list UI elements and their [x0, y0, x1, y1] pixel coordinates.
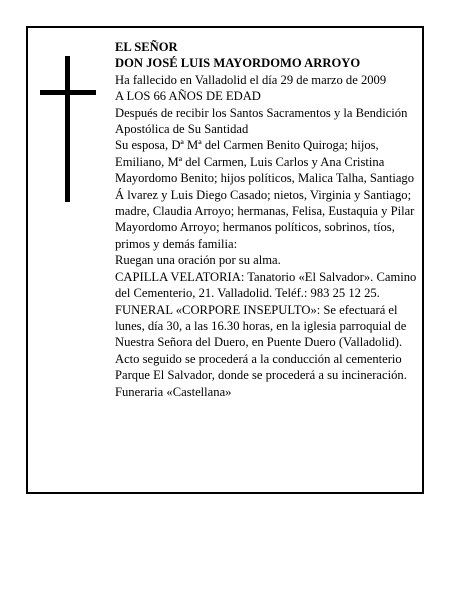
notice-heading: EL SEÑOR [115, 40, 178, 54]
cross-horizontal-bar [40, 90, 96, 95]
funeral-home: Funeraria «Castellana» [115, 384, 232, 399]
prayer-request: Ruegan una oración por su alma. [115, 253, 281, 268]
cross-vertical-bar [65, 56, 70, 202]
death-statement: Ha fallecido en Valladolid el día 29 de marzo de 2009 [115, 72, 387, 87]
sacraments-statement: Después de recibir los Santos Sacramentos y la Bendición Apostólica de Su Santidad [115, 105, 408, 137]
chapel-info: CAPILLA VELATORIA: Tanatorio «El Salvador». Camino del Cementerio, 21. Valladolid. Teléf.: 983 25 12 25. [115, 269, 417, 301]
obituary-notice [26, 26, 424, 494]
deceased-name: DON JOSÉ LUIS MAYORDOMO ARROYO [115, 56, 361, 71]
funeral-info: FUNERAL «CORPORE INSEPULTO»: Se efectuará el lunes, día 30, a las 16.30 horas, en la iglesia parroquial de Nuestra Señora del Duero, en Puente Duero (Valladolid). Acto seguido se procederá a la conducción al cementerio Parque El Salvador, donde se procederá a su incineración. [115, 302, 407, 383]
cross-icon [40, 56, 100, 202]
age-statement: A LOS 66 AÑOS DE EDAD [115, 89, 261, 104]
family-list: Su esposa, Dª Mª del Carmen Benito Quiroga; hijos, Emiliano, Mª del Carmen, Luis Carlos y Ana Cristina Mayordomo Benito; hijos políticos, Malica Talha, Santiago Á lvarez y Luis Diego Casado; nietos, Virginia y Santiago; madre, Claudia Arroyo; hermanas, Felisa, Eustaquia y Pilar Mayordomo Arroyo; hermanos políticos, sobrinos, tíos, primos y demás familia: [115, 138, 415, 251]
notice-text [115, 39, 421, 400]
